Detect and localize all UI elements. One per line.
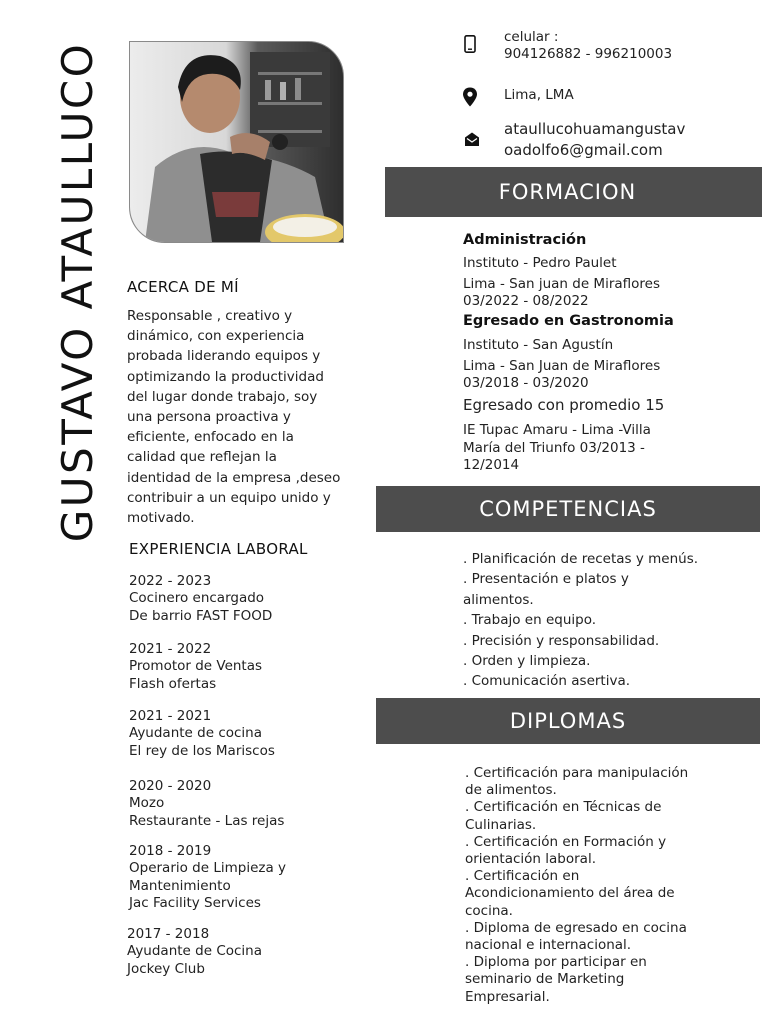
- diploma-item: cocina.: [465, 902, 513, 919]
- edu-school-title: Egresado con promedio 15: [463, 396, 665, 414]
- about-line: motivado.: [127, 510, 195, 527]
- edu-line: Instituto - San Agustín: [463, 337, 614, 353]
- experience-item: [129, 843, 286, 913]
- diploma-item: seminario de Marketing: [465, 971, 625, 988]
- edu-school-details: [463, 422, 651, 475]
- experience-item: [129, 708, 275, 760]
- edu-line: Lima - San Juan de Miraflores: [463, 357, 661, 374]
- experience-company: Flash ofertas: [129, 675, 217, 692]
- experience-company: Jac Facility Services: [129, 895, 261, 912]
- diploma-item: Empresarial.: [465, 988, 550, 1005]
- diploma-item: . Certificación en: [465, 868, 580, 885]
- about-line: probada liderando equipos y: [127, 348, 321, 365]
- about-line: calidad que reflejan la: [127, 449, 277, 466]
- experience-role: Operario de Limpieza y: [129, 860, 287, 877]
- experience-dates: 2017 - 2018: [127, 926, 210, 942]
- about-line: Responsable , creativo y: [127, 308, 293, 324]
- competencia-item: . Orden y limpieza.: [463, 653, 591, 670]
- competencia-item: . Trabajo en equipo.: [463, 612, 597, 629]
- competencias-list: [463, 549, 753, 692]
- experience-item: [129, 778, 284, 830]
- about-line: dinámico, con experiencia: [127, 328, 305, 345]
- edu-line: IE Tupac Amaru - Lima -Villa: [463, 422, 651, 438]
- edu-gastro-title: Egresado en Gastronomia: [463, 313, 674, 329]
- edu-line: Instituto - Pedro Paulet: [463, 255, 617, 271]
- experience-role: Promotor de Ventas: [129, 658, 263, 675]
- edu-line: Lima - San juan de Miraflores: [463, 275, 661, 292]
- phone-number: 904126882 - 996210003: [504, 46, 673, 62]
- email-icon: [464, 131, 480, 151]
- experience-role: Mantenimiento: [129, 877, 231, 894]
- location-pin-icon: [462, 87, 478, 111]
- diploma-item: Acondicionamiento del área de: [465, 885, 675, 902]
- experience-company: De barrio FAST FOOD: [129, 607, 273, 624]
- diplomas-list: [465, 765, 755, 1006]
- about-line: optimizando la productividad: [127, 368, 324, 385]
- experience-title: EXPERIENCIA LABORAL: [129, 540, 308, 558]
- location-text: Lima, LMA: [504, 87, 574, 103]
- edu-line: 03/2022 - 08/2022: [463, 293, 589, 309]
- competencias-header: [376, 486, 760, 532]
- diploma-item: Culinarias.: [465, 816, 537, 833]
- formacion-title: FORMACION: [498, 180, 637, 204]
- experience-item: [129, 641, 262, 693]
- experience-dates: 2022 - 2023: [129, 573, 212, 589]
- edu-line: María del Triunfo 03/2013 -: [463, 439, 645, 456]
- edu-admin-title: Administración: [463, 232, 587, 248]
- competencia-item: alimentos.: [463, 591, 534, 608]
- about-text: [127, 306, 372, 528]
- diplomas-title: DIPLOMAS: [509, 709, 627, 733]
- experience-item: [129, 573, 272, 625]
- diploma-item: . Diploma por participar en: [465, 954, 647, 971]
- diploma-item: . Certificación en Formación y: [465, 833, 667, 850]
- edu-admin-details: [463, 255, 660, 311]
- about-line: eficiente, enfocado en la: [127, 429, 294, 446]
- experience-dates: 2018 - 2019: [129, 843, 212, 859]
- about-line: del lugar donde trabajo, soy: [127, 388, 318, 405]
- competencias-title: COMPETENCIAS: [479, 497, 657, 521]
- experience-company: Jockey Club: [127, 960, 205, 977]
- phone-icon: [462, 35, 478, 57]
- experience-company: El rey de los Mariscos: [129, 742, 275, 759]
- email-line-2: oadolfo6@gmail.com: [504, 141, 663, 159]
- experience-dates: 2020 - 2020: [129, 778, 212, 794]
- about-line: una persona proactiva y: [127, 409, 291, 426]
- email-line-1: ataullucohuamangustav: [504, 120, 686, 138]
- diploma-item: de alimentos.: [465, 782, 557, 799]
- competencia-item: . Planificación de recetas y menús.: [463, 551, 699, 567]
- about-line: contribuir a un equipo unido y: [127, 489, 331, 506]
- experience-dates: 2021 - 2022: [129, 641, 212, 657]
- experience-role: Mozo: [129, 795, 165, 812]
- experience-role: Ayudante de cocina: [129, 725, 263, 742]
- phone-label: celular :: [504, 29, 559, 45]
- diploma-item: . Diploma de egresado en cocina: [465, 919, 687, 936]
- diploma-item: orientación laboral.: [465, 851, 596, 868]
- experience-dates: 2021 - 2021: [129, 708, 212, 724]
- about-title: ACERCA DE MÍ: [127, 278, 239, 296]
- edu-line: 12/2014: [463, 457, 520, 473]
- experience-role: Cocinero encargado: [129, 590, 265, 607]
- experience-company: Restaurante - Las rejas: [129, 812, 285, 829]
- diplomas-header: [376, 698, 760, 744]
- profile-photo: [129, 41, 344, 243]
- diploma-item: nacional e internacional.: [465, 937, 632, 954]
- competencia-item: . Comunicación asertiva.: [463, 673, 631, 690]
- competencia-item: . Presentación e platos y: [463, 571, 629, 588]
- experience-role: Ayudante de Cocina: [127, 943, 263, 960]
- formacion-header: [385, 167, 762, 217]
- experience-item: [127, 926, 262, 978]
- candidate-name: GUSTAVO ATAULLUCO: [53, 41, 102, 543]
- diploma-item: . Certificación para manipulación: [465, 765, 689, 781]
- competencia-item: . Precisión y responsabilidad.: [463, 632, 660, 649]
- about-line: identidad de la empresa ,deseo: [127, 469, 341, 486]
- diploma-item: . Certificación en Técnicas de: [465, 799, 662, 816]
- edu-line: 03/2018 - 03/2020: [463, 375, 589, 391]
- edu-gastro-details: [463, 337, 660, 393]
